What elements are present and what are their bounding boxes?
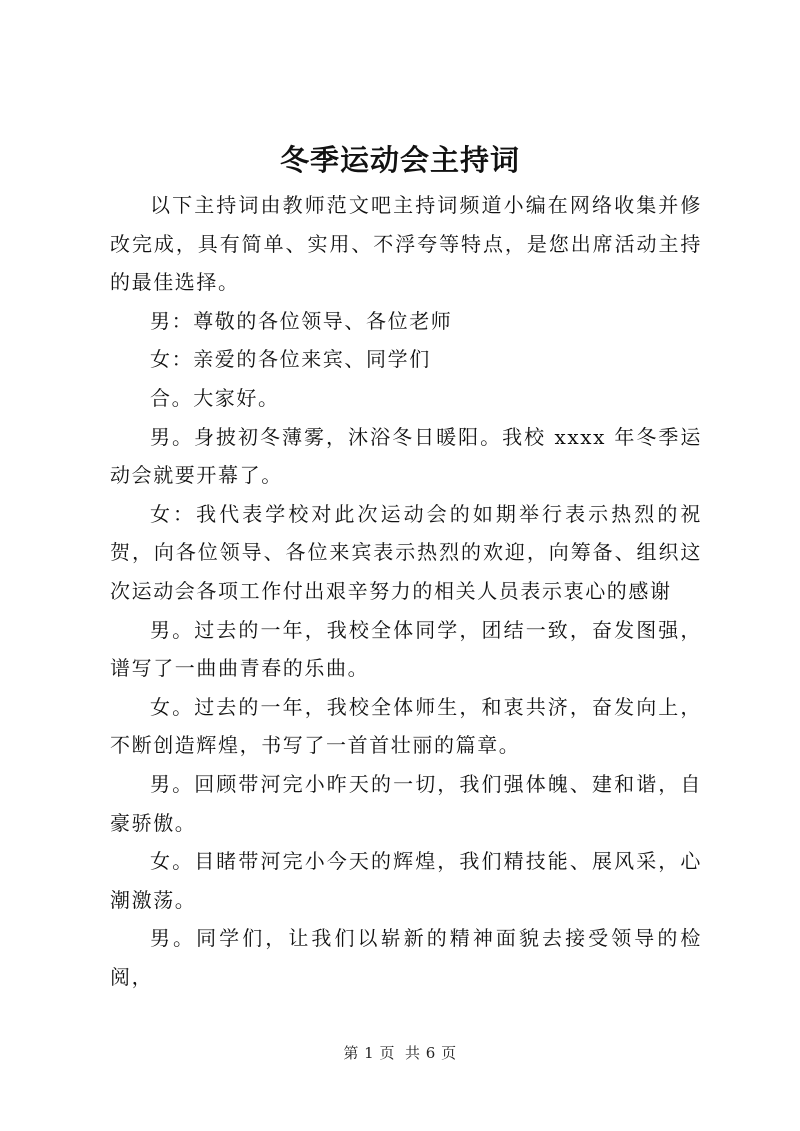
page-total: 共 6 页 — [405, 1044, 457, 1062]
paragraph-line: 女：我代表学校对此次运动会的如期举行表示热烈的祝贺，向各位领导、各位来宾表示热烈的欢迎，向筹备、组织这次运动会各项工作付出艰辛努力的相关人员表示衷心的感谢 — [110, 501, 702, 603]
paragraph-line: 女：亲爱的各位来宾、同学们 — [150, 347, 431, 372]
document-body — [110, 186, 702, 996]
paragraph-line: 男。回顾带河完小昨天的一切，我们强体魄、建和谐，自豪骄傲。 — [110, 771, 702, 835]
paragraph-line: 女。过去的一年，我校全体师生，和衷共济，奋发向上，不断创造辉煌，书写了一首首壮丽的篇章。 — [110, 694, 702, 758]
paragraph-line: 男。同学们，让我们以崭新的精神面貌去接受领导的检阅， — [110, 926, 702, 989]
paragraph-intro: 以下主持词由教师范文吧主持词频道小编在网络收集并修改完成，具有简单、实用、不浮夸等特点，是您出席活动主持的最佳选择。 — [110, 193, 702, 295]
document-title: 冬季运动会主持词 — [279, 143, 520, 177]
paragraph-line: 女。目睹带河完小今天的辉煌，我们精技能、展风采，心潮激荡。 — [110, 849, 702, 912]
paragraph-line: 男。过去的一年，我校全体同学，团结一致，奋发图强，谱写了一曲曲青春的乐曲。 — [110, 617, 702, 681]
page-number: 第 1 页 — [343, 1044, 395, 1062]
paragraph-line: 男。身披初冬薄雾，沐浴冬日暖阳。我校 xxxx 年冬季运动会就要开幕了。 — [110, 424, 702, 488]
paragraph-line: 男：尊敬的各位领导、各位老师 — [150, 308, 453, 333]
page-footer — [0, 1043, 800, 1063]
paragraph-line: 合。大家好。 — [150, 385, 280, 410]
